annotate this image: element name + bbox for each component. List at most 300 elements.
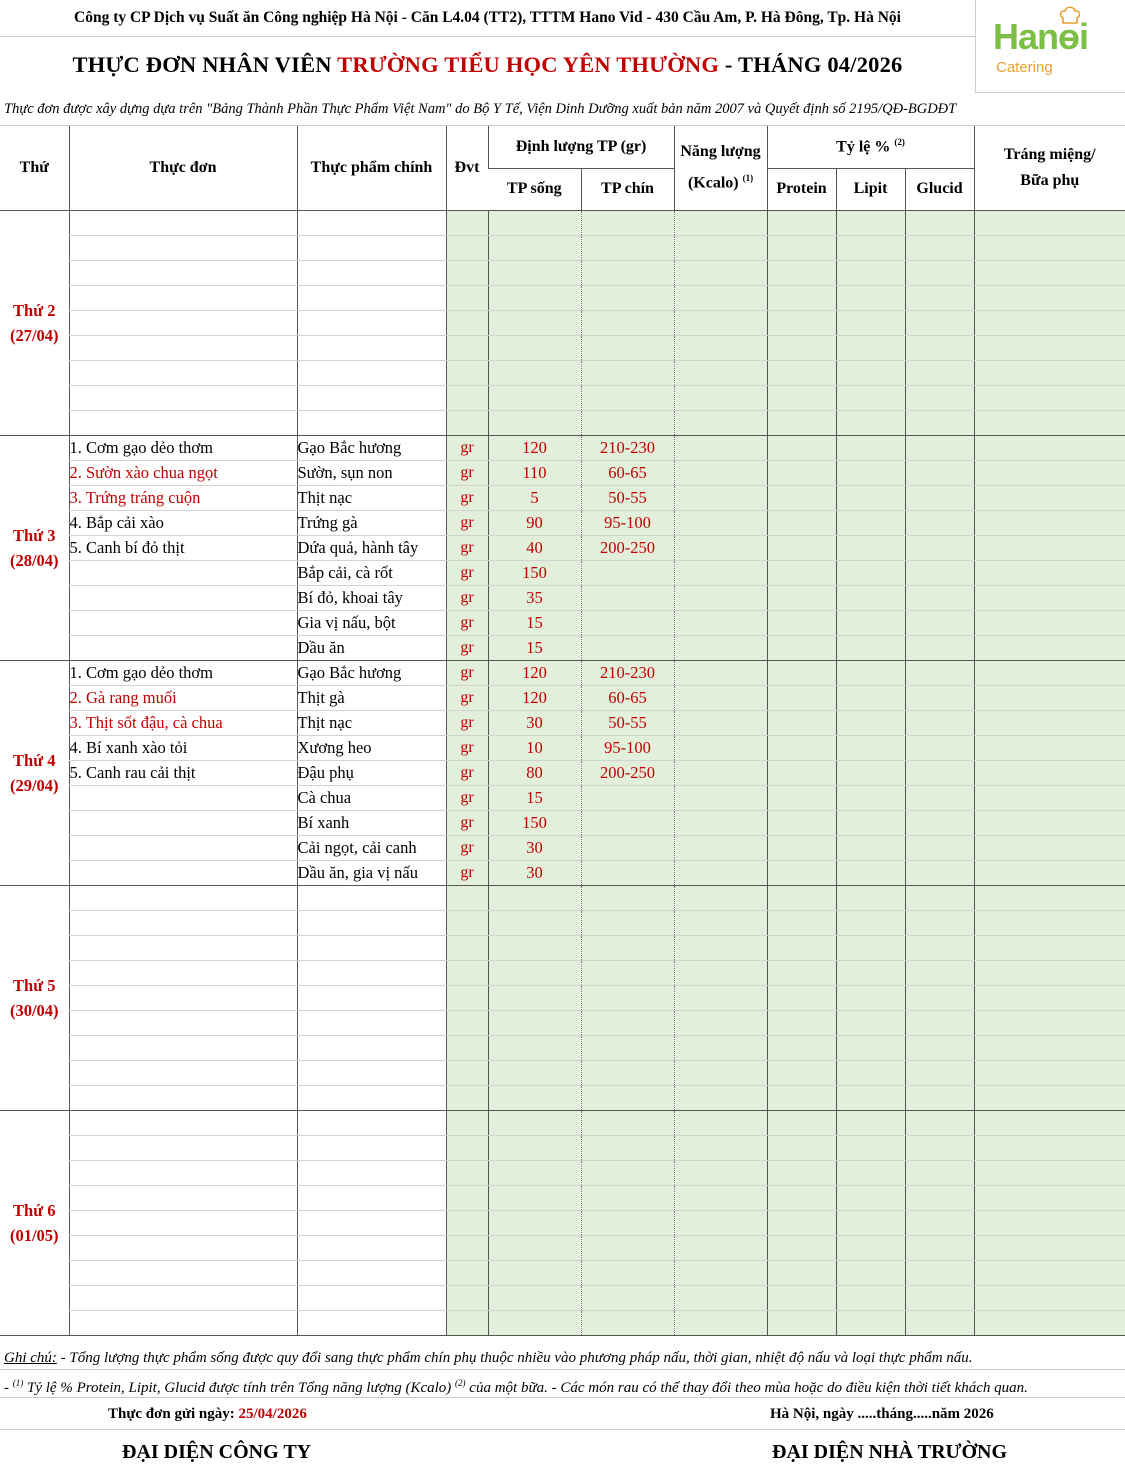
raw-amount-cell	[488, 1010, 581, 1035]
lipit-cell	[836, 285, 905, 310]
ingredient-cell: Bí xanh	[297, 810, 446, 835]
glucid-cell	[905, 435, 974, 460]
dessert-cell	[974, 1235, 1125, 1260]
dish-cell	[69, 635, 297, 660]
raw-amount-cell: 30	[488, 835, 581, 860]
dessert-cell	[974, 235, 1125, 260]
glucid-cell	[905, 235, 974, 260]
ingredient-cell	[297, 1085, 446, 1110]
col-thu: Thứ	[0, 126, 69, 210]
ingredient-cell: Dầu ăn, gia vị nấu	[297, 860, 446, 885]
cooked-amount-cell	[581, 1285, 674, 1310]
unit-cell	[446, 260, 488, 285]
raw-amount-cell	[488, 1285, 581, 1310]
table-header	[0, 126, 1125, 210]
ingredient-cell: Bí đỏ, khoai tây	[297, 585, 446, 610]
col-thuc-pham: Thực phẩm chính	[297, 126, 446, 210]
dessert-cell	[974, 635, 1125, 660]
raw-amount-cell	[488, 210, 581, 235]
lipit-cell	[836, 1035, 905, 1060]
energy-cell	[674, 1135, 767, 1160]
glucid-cell	[905, 685, 974, 710]
table-row	[0, 1310, 1125, 1335]
dish-cell	[69, 1110, 297, 1135]
hanoi-catering-logo	[975, 0, 1125, 93]
dessert-cell	[974, 1285, 1125, 1310]
cooked-amount-cell	[581, 610, 674, 635]
energy-cell	[674, 460, 767, 485]
dish-cell	[69, 310, 297, 335]
table-row	[0, 885, 1125, 910]
raw-amount-cell	[488, 1060, 581, 1085]
energy-cell	[674, 960, 767, 985]
dish-cell	[69, 1060, 297, 1085]
table-row	[0, 1160, 1125, 1185]
cooked-amount-cell	[581, 360, 674, 385]
cooked-amount-cell	[581, 985, 674, 1010]
table-row	[0, 735, 1125, 760]
raw-amount-cell	[488, 885, 581, 910]
energy-cell	[674, 510, 767, 535]
protein-cell	[767, 810, 836, 835]
energy-cell	[674, 285, 767, 310]
ingredient-cell: Thịt gà	[297, 685, 446, 710]
lipit-cell	[836, 385, 905, 410]
unit-cell	[446, 360, 488, 385]
raw-amount-cell: 35	[488, 585, 581, 610]
table-row	[0, 560, 1125, 585]
energy-cell	[674, 985, 767, 1010]
table-row	[0, 210, 1125, 235]
ingredient-cell: Dầu ăn	[297, 635, 446, 660]
table-row	[0, 710, 1125, 735]
ingredient-cell	[297, 1010, 446, 1035]
dish-cell	[69, 1260, 297, 1285]
unit-cell	[446, 885, 488, 910]
glucid-cell	[905, 985, 974, 1010]
dish-cell	[69, 1085, 297, 1110]
raw-amount-cell: 40	[488, 535, 581, 560]
table-row	[0, 1185, 1125, 1210]
protein-cell	[767, 1210, 836, 1235]
cooked-amount-cell	[581, 560, 674, 585]
lipit-cell	[836, 935, 905, 960]
protein-cell	[767, 1010, 836, 1035]
title-month: - THÁNG 04/2026	[719, 52, 903, 77]
cooked-amount-cell	[581, 1160, 674, 1185]
raw-amount-cell: 5	[488, 485, 581, 510]
glucid-cell	[905, 1310, 974, 1335]
lipit-cell	[836, 1060, 905, 1085]
unit-cell	[446, 910, 488, 935]
energy-cell	[674, 610, 767, 635]
protein-cell	[767, 785, 836, 810]
unit-cell	[446, 410, 488, 435]
ingredient-cell: Cà chua	[297, 785, 446, 810]
glucid-cell	[905, 310, 974, 335]
energy-cell	[674, 885, 767, 910]
glucid-cell	[905, 560, 974, 585]
glucid-cell	[905, 535, 974, 560]
glucid-cell	[905, 910, 974, 935]
unit-cell: gr	[446, 510, 488, 535]
glucid-cell	[905, 460, 974, 485]
col-tp-song: TP sống	[488, 168, 581, 210]
raw-amount-cell	[488, 935, 581, 960]
dessert-cell	[974, 935, 1125, 960]
raw-amount-cell: 90	[488, 510, 581, 535]
cooked-amount-cell: 200-250	[581, 760, 674, 785]
glucid-cell	[905, 1235, 974, 1260]
energy-cell	[674, 360, 767, 385]
energy-cell	[674, 1035, 767, 1060]
dish-cell	[69, 410, 297, 435]
dessert-cell	[974, 1035, 1125, 1060]
protein-cell	[767, 660, 836, 685]
col-protein: Protein	[767, 168, 836, 210]
protein-cell	[767, 485, 836, 510]
dish-cell	[69, 1235, 297, 1260]
ingredient-cell	[297, 1160, 446, 1185]
protein-cell	[767, 1160, 836, 1185]
raw-amount-cell	[488, 1310, 581, 1335]
cooked-amount-cell	[581, 785, 674, 810]
ingredient-cell: Gạo Bắc hương	[297, 660, 446, 685]
energy-cell	[674, 335, 767, 360]
ingredient-cell: Gạo Bắc hương	[297, 435, 446, 460]
unit-cell: gr	[446, 860, 488, 885]
energy-cell	[674, 1310, 767, 1335]
col-nang-luong: Năng lượng (Kcalo) $^{(1)}$	[674, 126, 767, 210]
protein-cell	[767, 1085, 836, 1110]
dessert-cell	[974, 460, 1125, 485]
cooked-amount-cell	[581, 1110, 674, 1135]
unit-cell	[446, 935, 488, 960]
raw-amount-cell	[488, 410, 581, 435]
ingredient-cell	[297, 1210, 446, 1235]
dessert-cell	[974, 1135, 1125, 1160]
lipit-cell	[836, 1160, 905, 1185]
lipit-cell	[836, 235, 905, 260]
lipit-cell	[836, 610, 905, 635]
dish-cell: 2. Gà rang muối	[69, 685, 297, 710]
col-trang-mieng: Tráng miệng/ Bữa phụ	[974, 126, 1125, 210]
ingredient-cell: Gia vị nấu, bột	[297, 610, 446, 635]
unit-cell: gr	[446, 535, 488, 560]
sent-date: Thực đơn gửi ngày: 25/04/2026	[108, 1406, 307, 1422]
cooked-amount-cell	[581, 835, 674, 860]
dish-cell	[69, 260, 297, 285]
glucid-cell	[905, 860, 974, 885]
dish-cell: 5. Canh bí đỏ thịt	[69, 535, 297, 560]
protein-cell	[767, 885, 836, 910]
ingredient-cell	[297, 210, 446, 235]
lipit-cell	[836, 510, 905, 535]
energy-cell	[674, 260, 767, 285]
protein-cell	[767, 760, 836, 785]
energy-cell	[674, 410, 767, 435]
dish-cell	[69, 585, 297, 610]
ingredient-cell	[297, 910, 446, 935]
cooked-amount-cell	[581, 210, 674, 235]
energy-cell	[674, 1285, 767, 1310]
protein-cell	[767, 1060, 836, 1085]
energy-cell	[674, 860, 767, 885]
ingredient-cell	[297, 235, 446, 260]
dessert-cell	[974, 1060, 1125, 1085]
energy-cell	[674, 1110, 767, 1135]
dessert-cell	[974, 1110, 1125, 1135]
ingredient-cell	[297, 1135, 446, 1160]
table-row	[0, 1035, 1125, 1060]
lipit-cell	[836, 560, 905, 585]
protein-cell	[767, 510, 836, 535]
raw-amount-cell	[488, 1260, 581, 1285]
energy-cell	[674, 1010, 767, 1035]
cooked-amount-cell: 60-65	[581, 685, 674, 710]
glucid-cell	[905, 1085, 974, 1110]
rep-company: ĐẠI DIỆN CÔNG TY	[122, 1441, 312, 1463]
dessert-cell	[974, 785, 1125, 810]
dish-cell: 3. Thịt sốt đậu, cà chua	[69, 710, 297, 735]
cooked-amount-cell	[581, 860, 674, 885]
energy-cell	[674, 785, 767, 810]
reference-note: Thực đơn được xây dựng dựa trên "Bảng Thành Phần Thực Phẩm Việt Nam" do Bộ Y Tế, Viện Dinh Dưỡng xuất bản năm 2007 và Quyết định số 2195/QĐ-BGDĐT	[0, 92, 1125, 126]
protein-cell	[767, 1135, 836, 1160]
unit-cell: gr	[446, 785, 488, 810]
dish-cell	[69, 1185, 297, 1210]
glucid-cell	[905, 1260, 974, 1285]
table-row	[0, 635, 1125, 660]
protein-cell	[767, 710, 836, 735]
table-row	[0, 685, 1125, 710]
protein-cell	[767, 260, 836, 285]
dish-cell	[69, 235, 297, 260]
cooked-amount-cell	[581, 885, 674, 910]
unit-cell: gr	[446, 435, 488, 460]
dish-cell	[69, 985, 297, 1010]
lipit-cell	[836, 760, 905, 785]
dessert-cell	[974, 310, 1125, 335]
lipit-cell	[836, 1235, 905, 1260]
footer-sent-row	[0, 1398, 1125, 1430]
glucid-cell	[905, 660, 974, 685]
unit-cell	[446, 985, 488, 1010]
dessert-cell	[974, 485, 1125, 510]
lipit-cell	[836, 785, 905, 810]
day-label: Thứ 3 (28/04)	[0, 435, 69, 660]
lipit-cell	[836, 335, 905, 360]
energy-cell	[674, 1060, 767, 1085]
unit-cell: gr	[446, 485, 488, 510]
glucid-cell	[905, 835, 974, 860]
protein-cell	[767, 535, 836, 560]
cooked-amount-cell	[581, 585, 674, 610]
ingredient-cell	[297, 260, 446, 285]
cooked-amount-cell	[581, 1310, 674, 1335]
lipit-cell	[836, 685, 905, 710]
table-row	[0, 360, 1125, 385]
cooked-amount-cell: 200-250	[581, 535, 674, 560]
unit-cell	[446, 1160, 488, 1185]
dish-cell	[69, 560, 297, 585]
dessert-cell	[974, 335, 1125, 360]
energy-cell	[674, 435, 767, 460]
energy-cell	[674, 735, 767, 760]
lipit-cell	[836, 1210, 905, 1235]
table-row	[0, 385, 1125, 410]
cooked-amount-cell: 50-55	[581, 485, 674, 510]
logo-text: Hanɵi	[993, 16, 1089, 57]
glucid-cell	[905, 1035, 974, 1060]
raw-amount-cell	[488, 335, 581, 360]
cooked-amount-cell	[581, 1060, 674, 1085]
glucid-cell	[905, 585, 974, 610]
ingredient-cell	[297, 385, 446, 410]
energy-cell	[674, 635, 767, 660]
raw-amount-cell	[488, 1185, 581, 1210]
dish-cell	[69, 860, 297, 885]
unit-cell: gr	[446, 835, 488, 860]
ingredient-cell	[297, 885, 446, 910]
energy-cell	[674, 810, 767, 835]
cooked-amount-cell	[581, 310, 674, 335]
protein-cell	[767, 685, 836, 710]
lipit-cell	[836, 1185, 905, 1210]
cooked-amount-cell	[581, 810, 674, 835]
footer-note-1: Ghi chú: - Tổng lượng thực phẩm sống được quy đổi sang thực phẩm chín phụ thuộc nhiều vào phương pháp nấu, thời gian, nhiệt độ nấu và loại thực phẩm nấu.	[0, 1346, 1125, 1370]
dessert-cell	[974, 710, 1125, 735]
ingredient-cell	[297, 1285, 446, 1310]
dish-cell	[69, 285, 297, 310]
cooked-amount-cell	[581, 385, 674, 410]
ingredient-cell: Bắp cải, cà rốt	[297, 560, 446, 585]
raw-amount-cell: 120	[488, 685, 581, 710]
glucid-cell	[905, 1285, 974, 1310]
col-thuc-don: Thực đơn	[69, 126, 297, 210]
dish-cell	[69, 935, 297, 960]
protein-cell	[767, 985, 836, 1010]
protein-cell	[767, 1110, 836, 1135]
unit-cell	[446, 1310, 488, 1335]
dish-cell: 1. Cơm gạo dẻo thơm	[69, 435, 297, 460]
unit-cell	[446, 235, 488, 260]
glucid-cell	[905, 210, 974, 235]
glucid-cell	[905, 735, 974, 760]
ingredient-cell: Sườn, sụn non	[297, 460, 446, 485]
glucid-cell	[905, 760, 974, 785]
ingredient-cell	[297, 935, 446, 960]
col-dvt: Đvt	[446, 126, 488, 210]
cooked-amount-cell	[581, 960, 674, 985]
unit-cell: gr	[446, 735, 488, 760]
logo-catering-text: Catering	[996, 59, 1053, 76]
dessert-cell	[974, 560, 1125, 585]
unit-cell: gr	[446, 560, 488, 585]
protein-cell	[767, 610, 836, 635]
ingredient-cell	[297, 1310, 446, 1335]
protein-cell	[767, 910, 836, 935]
table-row	[0, 1235, 1125, 1260]
energy-cell	[674, 235, 767, 260]
ghi-chu-label: Ghi chú:	[4, 1350, 57, 1366]
unit-cell	[446, 1285, 488, 1310]
dessert-cell	[974, 385, 1125, 410]
protein-cell	[767, 435, 836, 460]
place-date: Hà Nội, ngày .....tháng.....năm 2026	[770, 1406, 994, 1422]
glucid-cell	[905, 1185, 974, 1210]
lipit-cell	[836, 310, 905, 335]
glucid-cell	[905, 635, 974, 660]
glucid-cell	[905, 1210, 974, 1235]
dessert-cell	[974, 960, 1125, 985]
glucid-cell	[905, 285, 974, 310]
ingredient-cell	[297, 1035, 446, 1060]
unit-cell	[446, 1135, 488, 1160]
lipit-cell	[836, 860, 905, 885]
raw-amount-cell: 30	[488, 710, 581, 735]
raw-amount-cell	[488, 1035, 581, 1060]
ingredient-cell: Dứa quả, hành tây	[297, 535, 446, 560]
cooked-amount-cell	[581, 260, 674, 285]
table-row	[0, 1110, 1125, 1135]
protein-cell	[767, 835, 836, 860]
energy-cell	[674, 385, 767, 410]
table-row	[0, 485, 1125, 510]
raw-amount-cell	[488, 1210, 581, 1235]
ingredient-cell: Trứng gà	[297, 510, 446, 535]
glucid-cell	[905, 1010, 974, 1035]
dessert-cell	[974, 435, 1125, 460]
unit-cell	[446, 335, 488, 360]
cooked-amount-cell	[581, 335, 674, 360]
page-title	[0, 37, 975, 92]
dish-cell	[69, 360, 297, 385]
dish-cell	[69, 210, 297, 235]
table-row	[0, 660, 1125, 685]
ingredient-cell	[297, 1110, 446, 1135]
table-row	[0, 460, 1125, 485]
ingredient-cell	[297, 1060, 446, 1085]
energy-cell	[674, 560, 767, 585]
unit-cell: gr	[446, 710, 488, 735]
glucid-cell	[905, 935, 974, 960]
lipit-cell	[836, 835, 905, 860]
energy-cell	[674, 760, 767, 785]
ingredient-cell: Thịt nạc	[297, 710, 446, 735]
ingredient-cell	[297, 1185, 446, 1210]
menu-table	[0, 126, 1125, 1336]
protein-cell	[767, 360, 836, 385]
dish-cell	[69, 785, 297, 810]
protein-cell	[767, 385, 836, 410]
lipit-cell	[836, 1085, 905, 1110]
protein-cell	[767, 1035, 836, 1060]
table-row	[0, 585, 1125, 610]
table-row	[0, 1135, 1125, 1160]
cooked-amount-cell	[581, 235, 674, 260]
table-row	[0, 1010, 1125, 1035]
glucid-cell	[905, 785, 974, 810]
protein-cell	[767, 560, 836, 585]
unit-cell	[446, 285, 488, 310]
lipit-cell	[836, 585, 905, 610]
cooked-amount-cell	[581, 635, 674, 660]
cooked-amount-cell	[581, 1260, 674, 1285]
table-row	[0, 335, 1125, 360]
table-row	[0, 1260, 1125, 1285]
unit-cell: gr	[446, 685, 488, 710]
